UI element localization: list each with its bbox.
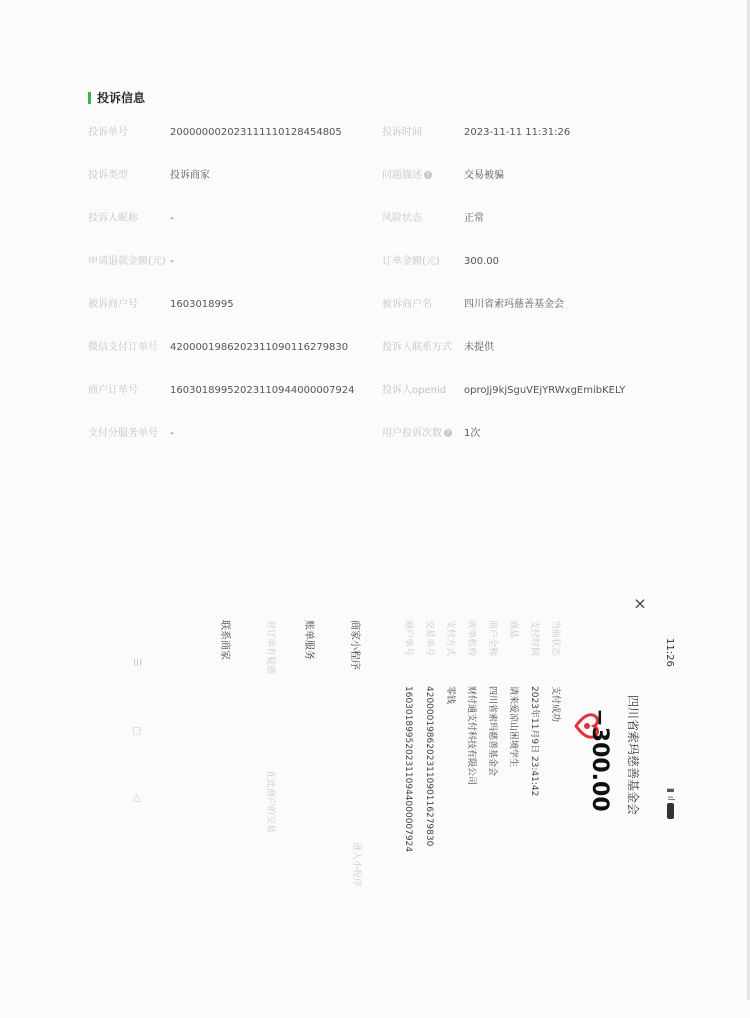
detail-value: 财付通支付科技有限公司 bbox=[466, 686, 476, 786]
detail-label: 支付时间 bbox=[529, 620, 539, 657]
section-accent-bar bbox=[88, 92, 91, 104]
info-row bbox=[88, 340, 688, 356]
info-label-text: 用户投诉次数 bbox=[382, 428, 442, 439]
detail-row bbox=[399, 620, 417, 1000]
detail-row bbox=[441, 620, 459, 1000]
info-value: 300.00 bbox=[464, 256, 499, 267]
detail-row bbox=[546, 620, 564, 1000]
info-value: - bbox=[170, 213, 174, 224]
info-label: 投诉单号 bbox=[88, 127, 128, 138]
help-icon[interactable]: ? bbox=[444, 429, 452, 437]
enter-mini-program-link[interactable]: 进入小程序 bbox=[351, 842, 361, 888]
home-nav-icon[interactable]: ▢ bbox=[131, 726, 142, 736]
info-label: 投诉人openid bbox=[382, 385, 447, 396]
detail-value: 4200001986202311090116279830 bbox=[424, 686, 434, 847]
detail-row bbox=[420, 620, 438, 1000]
info-label: 投诉人昵称 bbox=[88, 213, 138, 224]
info-row bbox=[88, 254, 688, 270]
info-value: - bbox=[170, 256, 174, 267]
info-label: 被诉商户名 bbox=[382, 299, 432, 310]
info-row bbox=[88, 383, 688, 399]
help-icon[interactable]: ? bbox=[424, 171, 432, 179]
mini-program-item[interactable]: 商家小程序 bbox=[349, 620, 360, 670]
detail-value: 零钱 bbox=[445, 686, 455, 705]
detail-label: 商户全称 bbox=[487, 620, 497, 657]
info-label: 订单金额(元) bbox=[382, 256, 440, 267]
detail-row bbox=[525, 620, 543, 1000]
detail-label: 商户单号 bbox=[403, 620, 413, 657]
info-label: 微信支付订单号 bbox=[88, 342, 158, 353]
detail-value: 请来爱凉山困境学生 bbox=[508, 686, 518, 768]
section-header bbox=[88, 89, 145, 106]
info-label-text: 问题描述 bbox=[382, 170, 422, 181]
info-label: 风险状态 bbox=[382, 213, 422, 224]
info-row bbox=[88, 426, 688, 442]
bill-service-item[interactable]: 账单服务 bbox=[303, 620, 314, 660]
info-row bbox=[88, 125, 688, 141]
detail-value: 四川省索玛慈善基金会 bbox=[487, 686, 497, 777]
battery-icon bbox=[667, 803, 674, 819]
info-value: 交易被骗 bbox=[464, 170, 504, 181]
payment-amount: −300.00 bbox=[587, 708, 612, 812]
detail-row bbox=[504, 620, 522, 1000]
info-row bbox=[88, 168, 688, 184]
detail-label: 支付方式 bbox=[445, 620, 455, 657]
close-icon[interactable]: × bbox=[631, 597, 650, 611]
detail-label: 当前状态 bbox=[550, 620, 560, 657]
detail-row bbox=[462, 620, 480, 1000]
info-label: 被诉商户号 bbox=[88, 299, 138, 310]
info-value: 1603018995 bbox=[170, 299, 234, 310]
detail-label: 交易单号 bbox=[424, 620, 434, 657]
detail-value: 16030189952023110944000007924 bbox=[403, 686, 413, 853]
detail-value: 支付成功 bbox=[550, 686, 560, 723]
merchant-name: 四川省索玛慈善基金会 bbox=[626, 694, 640, 815]
info-label: 投诉时间 bbox=[382, 127, 422, 138]
info-value: 4200001986202311090116279830 bbox=[170, 342, 349, 353]
info-value: - bbox=[170, 428, 174, 439]
section-title: 投诉信息 bbox=[97, 91, 146, 105]
info-value: 投诉商家 bbox=[170, 170, 210, 181]
detail-value: 2023年11月9日 23:41:42 bbox=[529, 686, 539, 797]
info-value: 四川省索玛慈善基金会 bbox=[464, 299, 564, 310]
info-value: 未提供 bbox=[464, 342, 494, 353]
detail-label: 收单机构 bbox=[466, 620, 476, 657]
info-label: 投诉类型 bbox=[88, 170, 128, 181]
info-value: 200000002023111110128454805 bbox=[170, 127, 342, 138]
signal-icon: ▮ ıl bbox=[665, 788, 675, 801]
detail-row bbox=[483, 620, 501, 1000]
payment-detail-screenshot bbox=[82, 598, 682, 1018]
detail-label: 商品 bbox=[508, 620, 518, 639]
info-label: 支付分服务单号 bbox=[88, 428, 158, 439]
info-label-with-help bbox=[382, 426, 452, 442]
menu-nav-icon[interactable]: ☰ bbox=[131, 658, 142, 667]
info-value: oproJj9kjSguVEjYRWxgEmibKELY bbox=[464, 385, 626, 396]
contact-merchant-item[interactable]: 联系商家 bbox=[219, 620, 230, 660]
status-bar-time: 11:26 bbox=[664, 638, 675, 667]
order-doubt-button[interactable]: 对订单有疑惑 bbox=[265, 620, 275, 675]
merchant-transactions-button[interactable]: 在此商户的交易 bbox=[265, 770, 275, 834]
info-value: 1次 bbox=[464, 428, 481, 439]
info-label-with-help bbox=[382, 168, 432, 184]
info-row bbox=[88, 297, 688, 313]
back-nav-icon[interactable]: ◁ bbox=[131, 794, 142, 802]
info-value: 16030189952023110944000007924 bbox=[170, 385, 355, 396]
info-label: 申请退款金额(元) bbox=[88, 256, 166, 267]
info-value: 2023-11-11 11:31:26 bbox=[464, 127, 571, 138]
info-row bbox=[88, 211, 688, 227]
info-label: 商户订单号 bbox=[88, 385, 138, 396]
info-value: 正常 bbox=[464, 213, 484, 224]
info-label: 投诉人联系方式 bbox=[382, 342, 452, 353]
